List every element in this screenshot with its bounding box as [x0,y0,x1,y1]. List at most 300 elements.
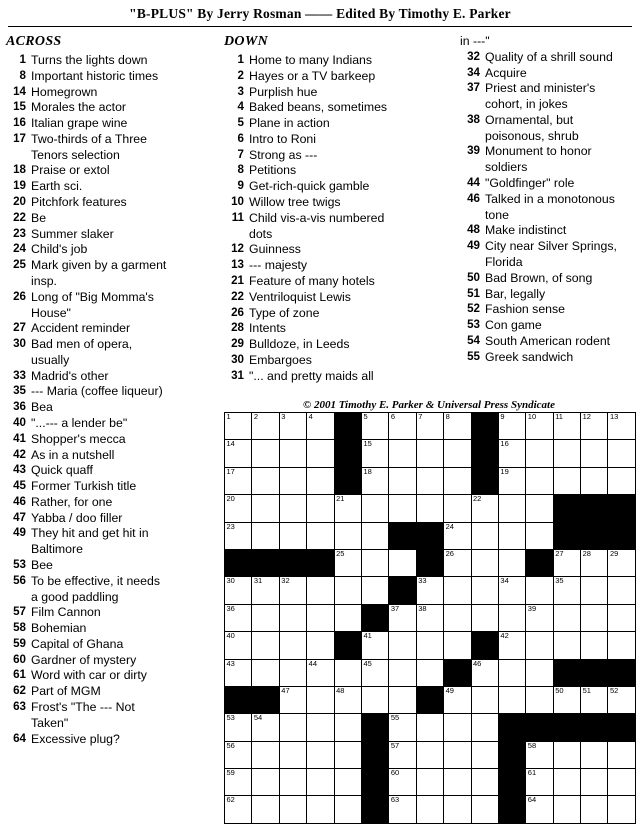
clue-item [460,192,636,207]
grid-cell[interactable] [416,659,443,686]
grid-cell[interactable] [498,686,525,713]
grid-cell-number: 1 [226,412,231,421]
crossword-grid[interactable] [224,412,636,824]
grid-cell[interactable] [581,413,608,440]
grid-cell[interactable] [553,686,580,713]
grid-cell[interactable] [334,522,361,549]
grid-cell[interactable] [252,714,279,741]
grid-cell-number: 47 [281,685,290,695]
grid-cell[interactable] [361,659,388,686]
grid-cell[interactable] [361,413,388,440]
grid-cell[interactable] [279,495,306,522]
grid-cell[interactable] [361,467,388,494]
grid-cell[interactable] [581,604,608,631]
grid-cell[interactable] [307,522,334,549]
grid-cell[interactable] [444,769,471,796]
across-heading: ACROSS [6,34,62,49]
grid-cell[interactable] [526,659,553,686]
grid-cell[interactable] [608,604,635,631]
grid-cell[interactable] [498,522,525,549]
clue-text: As in a nutshell [31,447,115,462]
clue-number: 13 [231,258,244,272]
grid-cell[interactable] [608,577,635,604]
clue-item [6,337,224,352]
grid-cell[interactable] [225,577,252,604]
grid-cell[interactable] [581,440,608,467]
grid-cell[interactable] [498,577,525,604]
grid-cell[interactable] [279,467,306,494]
grid-cell[interactable] [498,495,525,522]
grid-cell[interactable] [444,604,471,631]
grid-cell-number: 5 [363,412,368,421]
clue-text: Bad Brown, of song [485,270,593,285]
grid-cell[interactable] [416,604,443,631]
grid-cell[interactable] [581,741,608,768]
grid-cell[interactable] [389,632,416,659]
grid-cell[interactable] [581,549,608,576]
grid-cell[interactable] [471,796,498,823]
clue-item [224,85,454,100]
grid-cell[interactable] [416,632,443,659]
clue-item [224,211,454,226]
clue-item [460,81,636,96]
grid-cell[interactable] [471,659,498,686]
across-column [6,34,224,747]
grid-cell[interactable] [279,413,306,440]
clue-text: poisonous, shrub [485,128,579,143]
grid-cell[interactable] [581,686,608,713]
clue-item [6,211,224,226]
grid-cell[interactable] [416,440,443,467]
grid-cell[interactable] [471,549,498,576]
grid-cell[interactable] [225,741,252,768]
grid-cell[interactable] [252,413,279,440]
clue-item [6,621,224,636]
grid-cell-number: 59 [226,768,235,778]
grid-cell[interactable] [279,741,306,768]
grid-cell[interactable] [526,686,553,713]
grid-cell[interactable] [361,522,388,549]
grid-cell[interactable] [252,796,279,823]
grid-cell[interactable] [498,549,525,576]
grid-cell[interactable] [553,467,580,494]
grid-cell[interactable] [334,577,361,604]
grid-cell[interactable] [361,632,388,659]
clue-number: 34 [467,65,480,79]
grid-cell-number: 17 [226,466,235,476]
grid-row [225,440,636,467]
grid-cell[interactable] [608,413,635,440]
grid-cell[interactable] [225,632,252,659]
grid-cell[interactable] [389,467,416,494]
clue-number: 37 [467,81,480,95]
grid-cell[interactable] [444,467,471,494]
clue-item [6,526,224,541]
clue-text: Greek sandwich [485,349,574,364]
grid-cell[interactable] [553,549,580,576]
grid-cell[interactable] [581,632,608,659]
clue-number: 50 [467,270,480,284]
grid-cell[interactable] [526,769,553,796]
clue-item [6,195,224,210]
grid-cell[interactable] [225,604,252,631]
grid-cell[interactable] [389,769,416,796]
grid-cell[interactable] [361,686,388,713]
grid-cell[interactable] [608,741,635,768]
grid-cell[interactable] [334,659,361,686]
grid-cell[interactable] [608,796,635,823]
grid-cell[interactable] [498,604,525,631]
grid-cell[interactable] [526,604,553,631]
grid-cell[interactable] [526,577,553,604]
clue-text: Madrid's other [31,368,109,383]
grid-cell[interactable] [334,549,361,576]
grid-cell[interactable] [471,741,498,768]
grid-cell[interactable] [307,604,334,631]
grid-cell[interactable] [225,769,252,796]
grid-cell-number: 13 [609,412,619,421]
grid-cell[interactable] [444,495,471,522]
grid-cell[interactable] [444,522,471,549]
grid-cell[interactable] [389,604,416,631]
grid-cell[interactable] [252,522,279,549]
down-column [224,34,454,384]
grid-cell[interactable] [416,495,443,522]
clue-item [6,69,224,84]
clue-continuation [224,227,454,242]
grid-cell-number: 31 [253,576,263,586]
clue-item [6,100,224,115]
grid-cell[interactable] [526,632,553,659]
grid-cell[interactable] [416,769,443,796]
grid-cell[interactable] [526,495,553,522]
grid-cell[interactable] [307,632,334,659]
grid-cell-block [225,686,252,713]
clue-item [224,274,454,289]
grid-cell[interactable] [389,549,416,576]
grid-cell[interactable] [252,659,279,686]
grid-cell-block [361,714,388,741]
clue-item [6,400,224,415]
clue-text: Bar, legally [485,286,546,301]
grid-cell[interactable] [307,741,334,768]
grid-cell[interactable] [608,686,635,713]
grid-cell[interactable] [361,440,388,467]
clue-text: Type of zone [249,305,320,320]
clue-number: 9 [237,179,244,193]
clue-text: Bohemian [31,621,87,636]
grid-cell[interactable] [416,577,443,604]
grid-cell[interactable] [553,577,580,604]
grid-cell[interactable] [307,577,334,604]
clue-number: 43 [13,463,26,477]
grid-cell[interactable] [334,714,361,741]
grid-cell-number: 16 [500,439,509,449]
grid-cell[interactable] [225,495,252,522]
grid-cell[interactable] [307,413,334,440]
grid-cell[interactable] [279,686,306,713]
clue-text: cohort, in jokes [485,97,568,112]
clue-item [460,334,636,349]
clue-text: Bad men of opera, [31,337,133,352]
grid-cell[interactable] [581,577,608,604]
grid-cell[interactable] [389,796,416,823]
grid-cell[interactable] [553,741,580,768]
grid-cell-block [581,495,608,522]
grid-row [225,522,636,549]
grid-cell[interactable] [252,632,279,659]
grid-cell[interactable] [553,632,580,659]
clue-number: 12 [231,242,244,256]
grid-cell[interactable] [225,467,252,494]
clue-item [224,100,454,115]
grid-cell[interactable] [553,604,580,631]
grid-cell[interactable] [252,577,279,604]
grid-cell-number: 62 [226,795,235,805]
grid-cell[interactable] [608,769,635,796]
grid-cell[interactable] [581,769,608,796]
grid-cell[interactable] [279,632,306,659]
clue-number: 15 [13,100,26,114]
grid-cell[interactable] [279,604,306,631]
grid-cell[interactable] [498,467,525,494]
grid-cell[interactable] [581,467,608,494]
clue-text: Accident reminder [31,321,131,336]
grid-cell[interactable] [252,604,279,631]
grid-cell[interactable] [471,686,498,713]
grid-cell[interactable] [307,467,334,494]
clue-text: Monument to honor [485,144,592,159]
grid-cell[interactable] [553,413,580,440]
clue-number: 6 [237,131,244,145]
grid-cell[interactable] [444,714,471,741]
grid-cell[interactable] [279,522,306,549]
grid-cell[interactable] [334,686,361,713]
grid-cell[interactable] [608,632,635,659]
grid-cell-number: 20 [226,494,235,504]
grid-cell[interactable] [526,522,553,549]
clue-text: a good paddling [31,589,119,604]
grid-cell[interactable] [526,796,553,823]
grid-cell[interactable] [416,467,443,494]
grid-cell[interactable] [307,769,334,796]
grid-cell-block [608,495,635,522]
grid-cell[interactable] [416,741,443,768]
grid-cell[interactable] [389,714,416,741]
grid-cell[interactable] [416,714,443,741]
grid-cell[interactable] [471,604,498,631]
clue-text: "...--- a lender be" [31,415,128,430]
grid-cell[interactable] [444,686,471,713]
clue-number: 33 [13,368,26,382]
clue-text: Turns the lights down [31,53,148,67]
grid-cell[interactable] [225,522,252,549]
grid-cell[interactable] [553,769,580,796]
grid-cell[interactable] [279,769,306,796]
grid-cell-block [581,659,608,686]
grid-cell[interactable] [307,686,334,713]
grid-cell[interactable] [225,796,252,823]
grid-cell-number: 34 [500,576,509,586]
grid-cell[interactable] [444,413,471,440]
clue-text: Long of "Big Momma's [31,289,154,304]
grid-cell[interactable] [225,440,252,467]
grid-cell[interactable] [334,769,361,796]
grid-cell[interactable] [252,495,279,522]
clue-number: 59 [13,636,26,650]
grid-cell-number: 25 [336,548,345,558]
clue-text: Ornamental, but [485,112,574,127]
grid-cell[interactable] [553,440,580,467]
clue-item [6,432,224,447]
clue-number: 35 [13,384,26,398]
grid-cell[interactable] [279,714,306,741]
clue-item [460,271,636,286]
grid-cell-number: 15 [363,439,372,449]
grid-cell[interactable] [307,495,334,522]
grid-cell-number: 63 [390,795,400,805]
clue-continuation [6,148,224,163]
grid-cell[interactable] [581,796,608,823]
grid-cell[interactable] [498,659,525,686]
grid-cell[interactable] [498,632,525,659]
grid-cell[interactable] [361,577,388,604]
grid-cell[interactable] [361,549,388,576]
clue-item [460,176,636,191]
grid-cell[interactable] [553,796,580,823]
grid-cell[interactable] [498,440,525,467]
clue-text: Plane in action [249,116,330,131]
clue-item [224,179,454,194]
grid-cell-block [307,549,334,576]
grid-cell[interactable] [608,440,635,467]
grid-cell[interactable] [444,632,471,659]
grid-row [225,659,636,686]
clue-number: 55 [467,349,480,363]
grid-cell-number: 35 [555,576,564,586]
grid-cell[interactable] [526,413,553,440]
grid-cell[interactable] [307,796,334,823]
grid-cell[interactable] [225,659,252,686]
grid-cell-number: 39 [527,603,537,613]
grid-cell[interactable] [279,659,306,686]
grid-cell[interactable] [307,714,334,741]
grid-cell-number: 18 [363,466,372,476]
grid-cell[interactable] [307,659,334,686]
down-heading: DOWN [224,34,268,49]
grid-cell-number: 44 [308,658,318,668]
grid-cell[interactable] [252,769,279,796]
clue-text: Part of MGM [31,684,101,699]
grid-cell[interactable] [252,467,279,494]
grid-cell[interactable] [279,577,306,604]
grid-cell-block [252,549,279,576]
clue-item [6,558,224,573]
grid-cell[interactable] [279,440,306,467]
clue-text: Former Turkish title [31,479,137,494]
clue-number: 30 [13,337,26,351]
grid-cell[interactable] [252,440,279,467]
clue-number: 8 [19,68,26,82]
grid-cell-number: 6 [390,412,396,421]
clue-text: Mark given by a garment [31,258,167,273]
grid-cell[interactable] [444,549,471,576]
clue-number: 1 [237,53,244,66]
clue-item [460,302,636,317]
clue-text: Petitions [249,163,297,178]
grid-cell-block [498,741,525,768]
grid-cell[interactable] [389,413,416,440]
clue-item [6,85,224,100]
grid-cell[interactable] [471,522,498,549]
grid-cell[interactable] [225,413,252,440]
grid-cell[interactable] [389,659,416,686]
grid-cell-number: 57 [390,740,400,750]
grid-cell[interactable] [526,440,553,467]
grid-cell[interactable] [444,796,471,823]
clue-text: Gardner of mystery [31,652,137,667]
clue-item [6,511,224,526]
grid-cell[interactable] [225,714,252,741]
grid-cell[interactable] [252,741,279,768]
grid-cell[interactable] [389,686,416,713]
grid-cell[interactable] [498,413,525,440]
grid-cell[interactable] [471,769,498,796]
grid-cell-number: 10 [527,412,537,421]
grid-cell[interactable] [526,467,553,494]
clue-text: Quick quaff [31,463,93,478]
grid-cell[interactable] [416,413,443,440]
clue-text: Film Cannon [31,605,101,620]
clue-text: Important historic times [31,68,159,83]
grid-cell[interactable] [416,796,443,823]
clue-text: --- Maria (coffee liqueur) [31,384,163,399]
clue-number: 45 [13,479,26,493]
grid-cell[interactable] [471,714,498,741]
grid-cell[interactable] [389,741,416,768]
clue-number: 63 [13,700,26,714]
grid-cell[interactable] [444,741,471,768]
grid-cell[interactable] [444,577,471,604]
grid-cell[interactable] [471,495,498,522]
grid-cell[interactable] [389,440,416,467]
clue-text: Frost's "The --- Not [31,700,135,715]
clue-text: Rather, for one [31,494,113,509]
grid-cell[interactable] [526,741,553,768]
grid-cell[interactable] [334,604,361,631]
grid-cell[interactable] [471,577,498,604]
clue-number: 22 [13,210,26,224]
grid-cell-block [498,796,525,823]
clue-item [6,179,224,194]
grid-cell[interactable] [334,796,361,823]
grid-cell-number: 64 [527,795,537,805]
grid-cell[interactable] [389,495,416,522]
clue-number: 8 [237,163,244,177]
grid-cell[interactable] [608,549,635,576]
grid-cell[interactable] [334,741,361,768]
clue-item [6,605,224,620]
grid-cell[interactable] [279,796,306,823]
grid-cell[interactable] [334,495,361,522]
grid-cell[interactable] [361,495,388,522]
grid-cell[interactable] [444,440,471,467]
clue-item [460,350,636,365]
down-clue-continuation: in ---" [460,34,490,48]
grid-cell[interactable] [608,467,635,494]
grid-cell[interactable] [307,440,334,467]
clue-continuation [460,129,636,144]
